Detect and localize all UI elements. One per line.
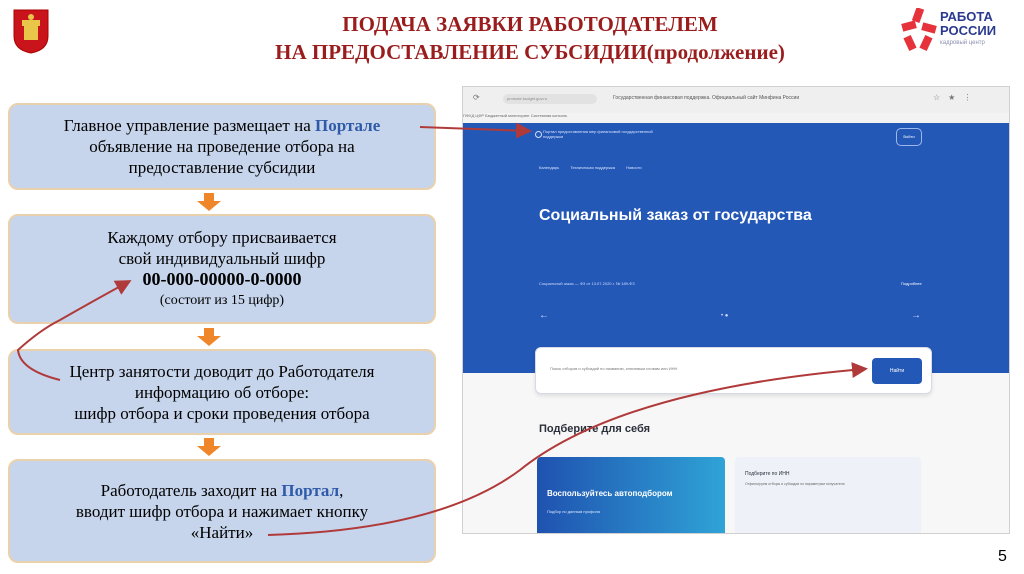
step1-line2: объявление на проведение отбора на: [89, 137, 355, 156]
step2-line1: Каждому отбору присваивается: [107, 228, 337, 247]
logo-subtitle: кадровый центр: [940, 40, 985, 46]
step3-line3: шифр отбора и сроки проведения отбора: [74, 403, 370, 423]
bookmarks-bar[interactable]: ПФХД ЦФР Бюджетный мониторинг Системная консоль: [463, 113, 1009, 123]
slide-title-line1: ПОДАЧА ЗАЯВКИ РАБОТОДАТЕЛЕМ: [342, 12, 718, 36]
portal-screenshot: [462, 86, 1010, 534]
browser-toolbar-icons[interactable]: ☆★⋮: [933, 93, 980, 102]
slide-title-line2: НА ПРЕДОСТАВЛЕНИЕ СУБСИДИИ(продолжение): [275, 40, 785, 64]
step1-line3: предоставление субсидии: [128, 158, 316, 177]
hero-title: Социальный заказ от государства: [539, 207, 812, 224]
logo-text: [940, 10, 996, 38]
nav-calendar[interactable]: Календарь: [539, 165, 560, 170]
inn-card[interactable]: [735, 457, 921, 534]
step4-line3: «Найти»: [190, 522, 254, 542]
autoselect-card-sub: Подбор по данным профиля: [547, 509, 601, 514]
inn-card-sub: Отфильтруем отборы и субсидии по параметрам получателя: [745, 482, 845, 486]
search-input[interactable]: [550, 366, 850, 371]
cipher-note: (состоит из 15 цифр): [159, 293, 285, 308]
logo-line1: РАБОТА: [940, 9, 993, 24]
star-logo-icon: [900, 8, 938, 52]
step-box-2: [8, 214, 436, 324]
step-box-4: [8, 459, 436, 563]
region-emblem-icon: [12, 8, 50, 54]
nav-news[interactable]: Новости: [626, 165, 642, 170]
hero-more-link[interactable]: Подробнее: [901, 281, 922, 286]
find-button[interactable]: Найти: [872, 358, 922, 384]
browser-tab-bar: [463, 87, 1009, 114]
hero-meta: Социальный заказ — ФЗ от 13.07.2020 г. № 189-ФЗ: [539, 281, 635, 286]
page-number: 5: [998, 548, 1007, 565]
login-button[interactable]: Войти: [896, 128, 922, 146]
portal-nav: [539, 165, 652, 170]
cipher-code: 00-000-00000-0-0000: [142, 269, 302, 289]
logo-line2: РОССИИ: [940, 23, 997, 38]
search-panel: [535, 347, 932, 394]
slide-title: [170, 10, 890, 66]
portal-logo-icon[interactable]: [535, 131, 542, 138]
portal-hero: [463, 123, 1009, 373]
autoselect-card-title: Воспользуйтесь автоподбором: [547, 489, 673, 498]
down-arrow-icon: [197, 193, 221, 211]
step3-line2: информацию об отборе:: [134, 382, 310, 402]
inn-card-title: Подберите по ИНН: [745, 471, 790, 477]
step4-text: Работодатель заходит на: [100, 480, 282, 500]
reload-icon[interactable]: ⟳: [473, 93, 480, 102]
carousel-next-icon[interactable]: →: [911, 310, 921, 321]
step-box-3: [8, 349, 436, 435]
step4-line2: вводит шифр отбора и нажимает кнопку: [75, 501, 369, 521]
carousel-prev-icon[interactable]: ←: [539, 310, 549, 321]
step2-line2: свой индивидуальный шифр: [118, 249, 326, 268]
nav-support[interactable]: Техническая поддержка: [570, 165, 615, 170]
step3-line1: Центр занятости доводит до Работодателя: [69, 361, 375, 381]
portal-highlight: Портал: [281, 480, 340, 500]
step4-line1: [10, 480, 434, 501]
step4-comma: ,: [339, 480, 344, 500]
autoselect-card[interactable]: [537, 457, 725, 534]
portal-site-name[interactable]: Портал предоставления мер финансовой государственной поддержки: [543, 129, 653, 139]
rabota-rossii-logo: [900, 6, 1015, 56]
carousel-dots[interactable]: • ●: [721, 313, 729, 319]
section-title: Подберите для себя: [539, 423, 651, 435]
down-arrow-icon: [197, 328, 221, 346]
down-arrow-icon: [197, 438, 221, 456]
browser-tab-title[interactable]: Государственная финансовая поддержка. Официальный сайт Минфина России: [613, 95, 800, 101]
portal-highlight: Портале: [315, 116, 381, 135]
step-box-1: [8, 103, 436, 190]
step1-text: Главное управление размещает на: [63, 116, 315, 135]
address-bar[interactable]: promote.budget.gov.ru: [503, 94, 597, 104]
step1-line1: [10, 115, 434, 136]
